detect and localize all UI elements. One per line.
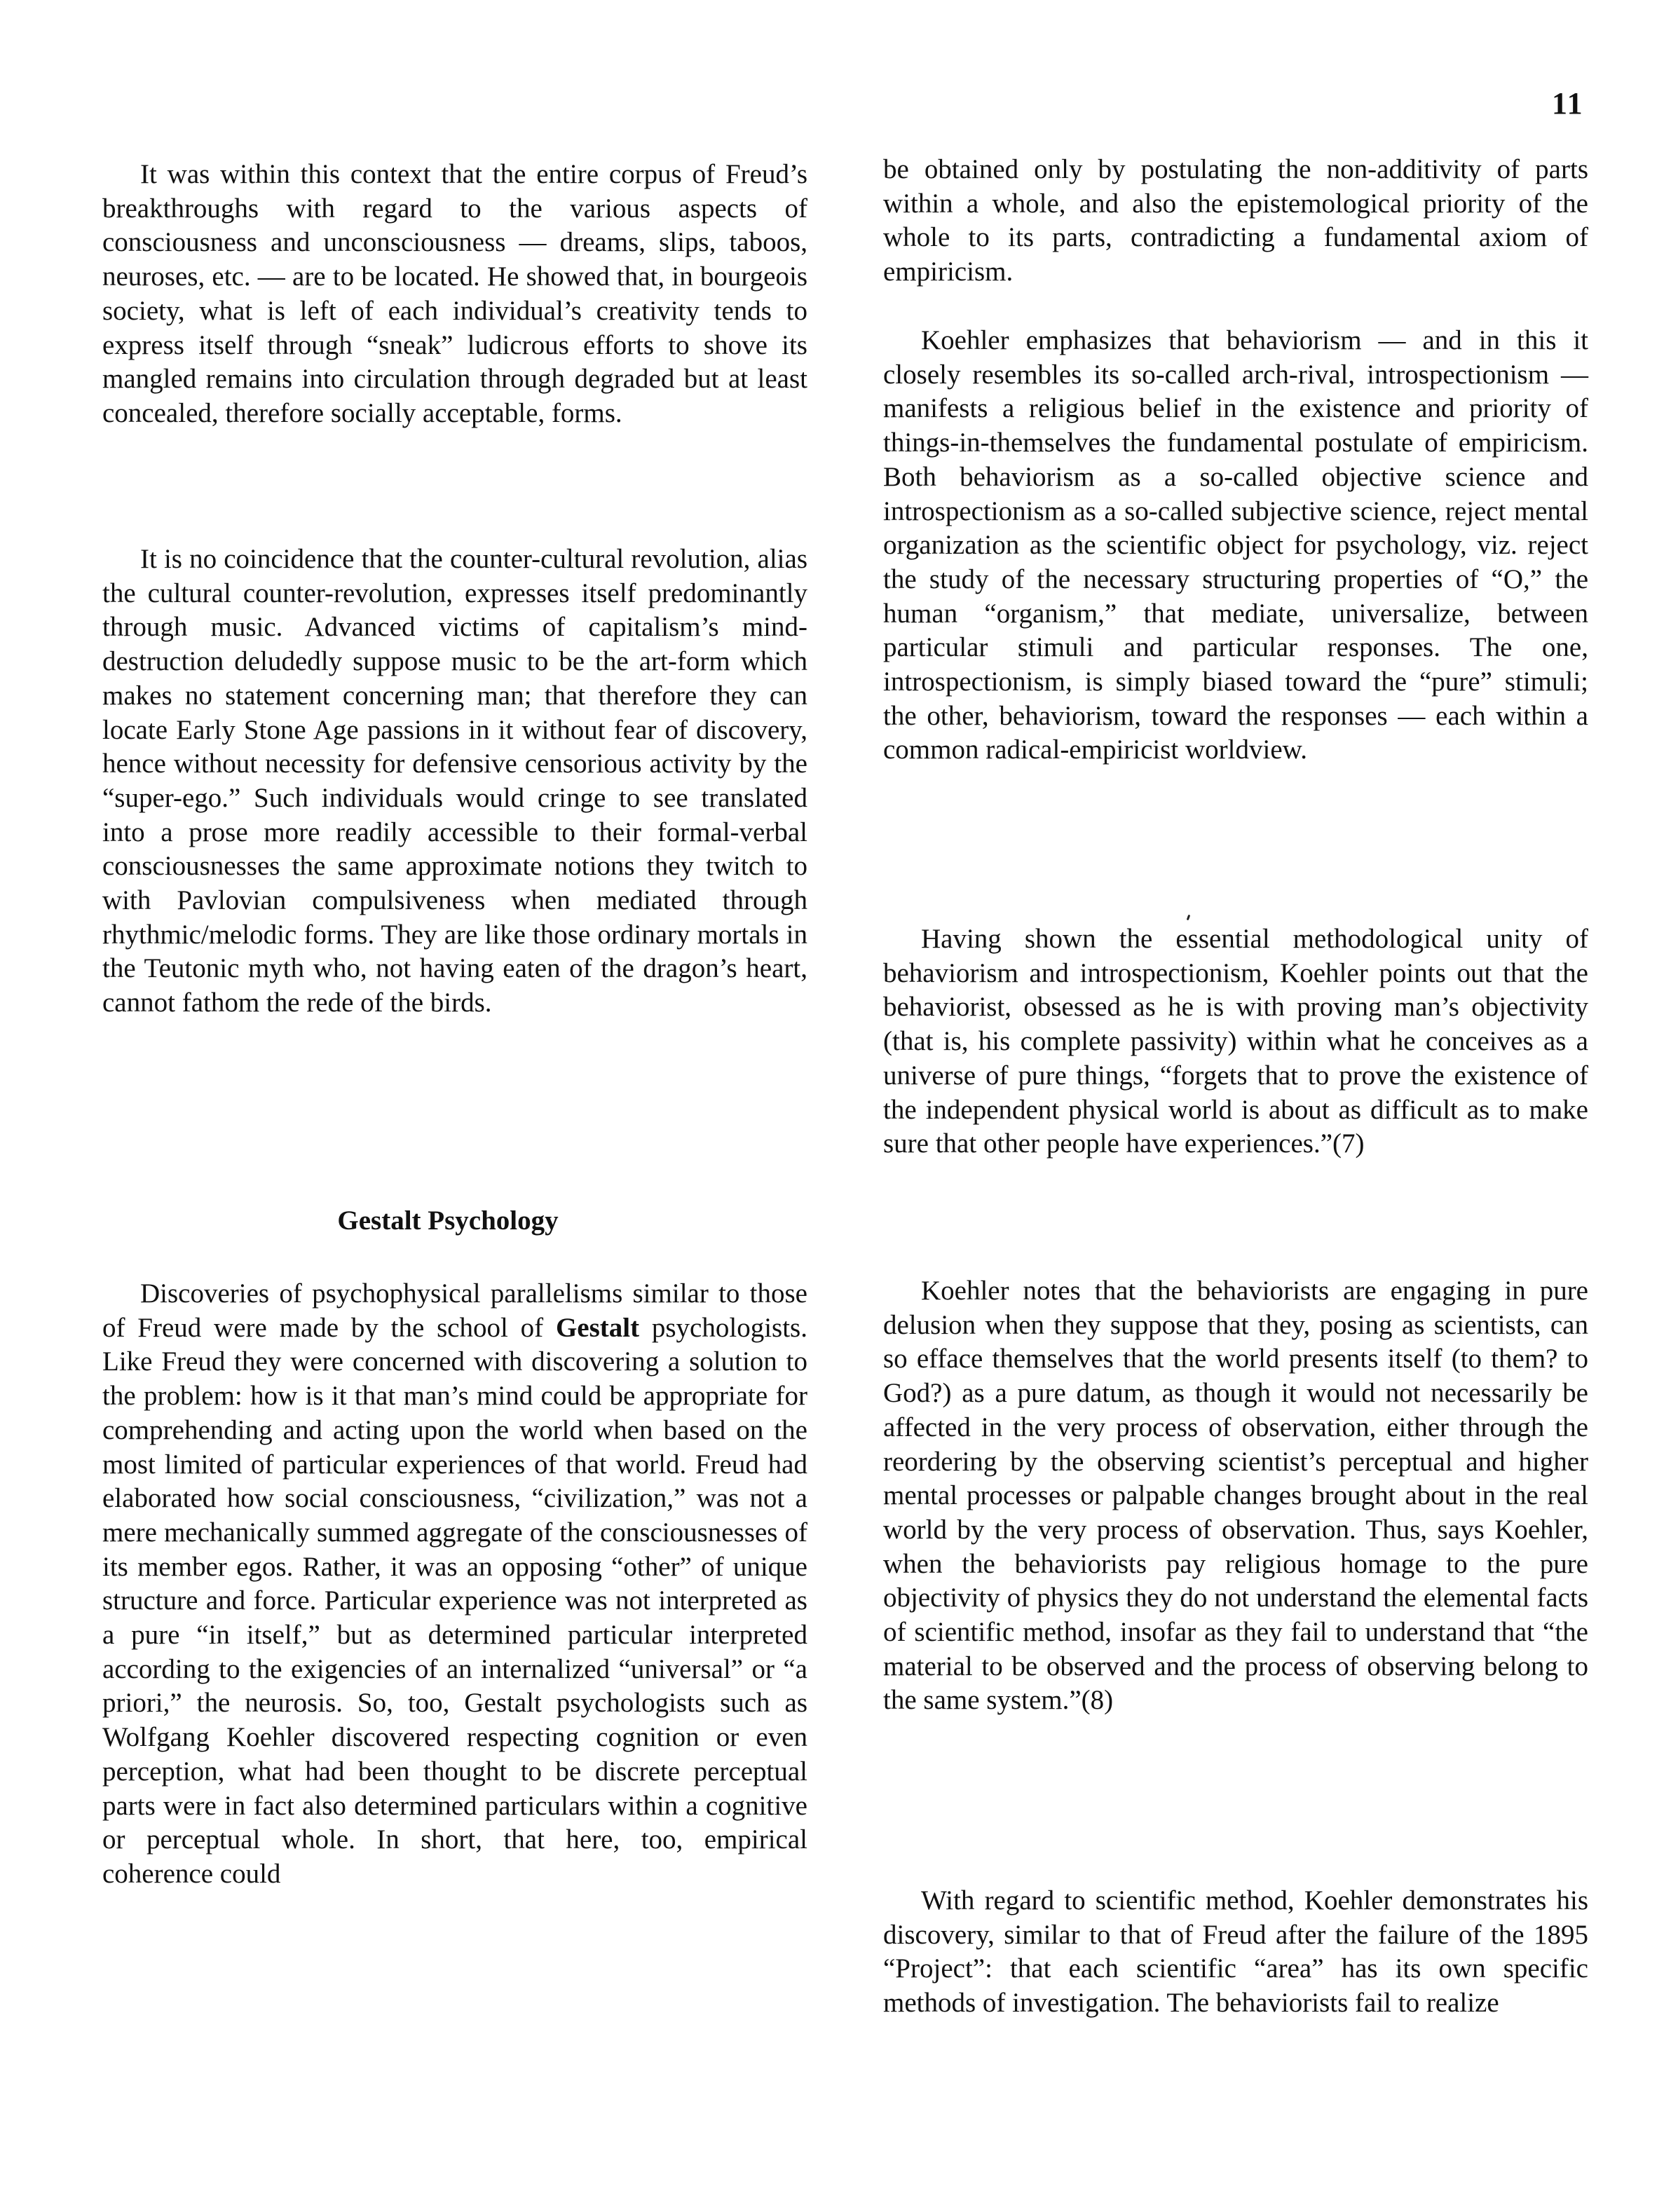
scan-artifact-mark — [1187, 915, 1191, 921]
paragraph-non-additivity: be obtained only by postulating the non-additivity of parts within a whole, and also the epistemological priority of the whole to its parts, contradicting a fundamental axiom of empiricism. — [883, 154, 1588, 287]
paragraph-text-before: Discoveries of psychophysical parallelisms similar to those of Freud were made by the school of — [102, 1278, 807, 1343]
paragraph-counter-culture-music: It is no coincidence that the counter-cultural revolution, alias the cultural counter-revolution, expresses itself predominantly through music. Advanced victims of capitalism’s mind-destruction deludedly suppose music to be the art-form which makes no statement concerning man; that therefore they can locate Early Stone Age passions in it without fear of discovery, hence without necessity for defensive censorious activity by the “super-ego.” Such individuals would cringe to see translated into a prose more readily accessible to their formal-verbal consciousnesses the same approximate notions they twitch to with Pavlovian compulsiveness when mediated through rhythmic/melodic forms. They are like those ordinary mortals in the Teutonic myth who, not having eaten of the dragon’s heart, cannot fathom the rede of the birds. — [102, 544, 807, 1018]
paragraph-methodological-unity: Having shown the essential methodological unity of behaviorism and introspectionism, Koehler points out that the behaviorist, obsessed as he is with proving man’s objectivity (that is, his complete passivity) within what he conceives as a universe of pure things, “forgets that to prove the existence of the independent physical world is about as difficult as to make sure that other people have experiences.”(7) — [883, 924, 1588, 1159]
paragraph-scientific-method: With regard to scientific method, Koehler demonstrates his discovery, similar to that of Freud after the failure of the 1895 “Project”: that each scientific “area” has its own specific methods of investigation. The behaviorists fail to realize — [883, 1885, 1588, 2019]
paragraph-behaviorism-introspectionism: Koehler emphasizes that behaviorism — and in this it closely resembles its so-called arch-rival, introspectionism — manifests a religious belief in the existence and priority of things-in-themselves the fundamental postulate of empiricism. Both behaviorism as a so-called objective science and introspectionism as a so-called subjective science, reject mental organization as the scientific object for psychology, viz. reject the study of the necessary structuring properties of “O,” the human “organism,” that mediate, universalize, between particular stimuli and particular responses. The one, introspectionism, is simply biased toward the “pure” stimuli; the other, behaviorism, toward the responses — each within a common radical-empiricist worldview. — [883, 325, 1588, 765]
paragraph-text-after: psychologists. Like Freud they were concerned with discovering a solution to the problem: how is it that man’s mind could be appropriate for comprehending and acting upon the world when based on the most limited of particular experiences of that world. Freud had elaborated how social consciousness, “civilization,” was not a mere mechanically summed aggregate of the consciousnesses of its member egos. Rather, it was an opposing “other” of unique structure and force. Particular experience was not interpreted as a pure “in itself,” but as determined particular interpreted according to the exigencies of an internalized “universal” or “a priori,” the neurosis. So, too, Gestalt psychologists such as Wolfgang Koehler discovered respecting cognition or even perception, what had been thought to be discrete perceptual parts were in fact also determined particulars within a cognitive or perceptual whole. In short, that here, too, empirical coherence could — [102, 1312, 807, 1889]
paragraph-freud-context: It was within this context that the entire corpus of Freud’s breakthroughs with regard to the various aspects of consciousness and unconsciousness — dreams, slips, taboos, neuroses, etc. — are to be located. He showed that, in bourgeois society, what is left of each individual’s creativity tends to express itself through “sneak” ludicrous efforts to shove its mangled remains into circulation through degraded but at least concealed, therefore socially acceptable, forms. — [102, 159, 807, 428]
emphasized-word-gestalt: Gestalt — [555, 1312, 640, 1343]
paragraph-pure-delusion: Koehler notes that the behaviorists are engaging in pure delusion when they suppose that they, posing as scientists, can so efface themselves that the world presents itself (to them? to God?) as a pure datum, as though it would not necessarily be affected in the very process of observation, either through the reordering by the observing scientist’s perceptual and higher mental processes or palpable changes brought about in the real world by the very process of observation. Thus, says Koehler, when the behaviorists pay religious homage to the pure objectivity of physics they do not understand the elemental facts of scientific method, insofar as they fail to understand that “the material to be observed and the process of observing belong to the same system.”(8) — [883, 1276, 1588, 1716]
section-heading-gestalt: Gestalt Psychology — [337, 1206, 559, 1236]
page-number: 11 — [1552, 86, 1584, 121]
paragraph-gestalt-discoveries — [102, 1277, 807, 1892]
